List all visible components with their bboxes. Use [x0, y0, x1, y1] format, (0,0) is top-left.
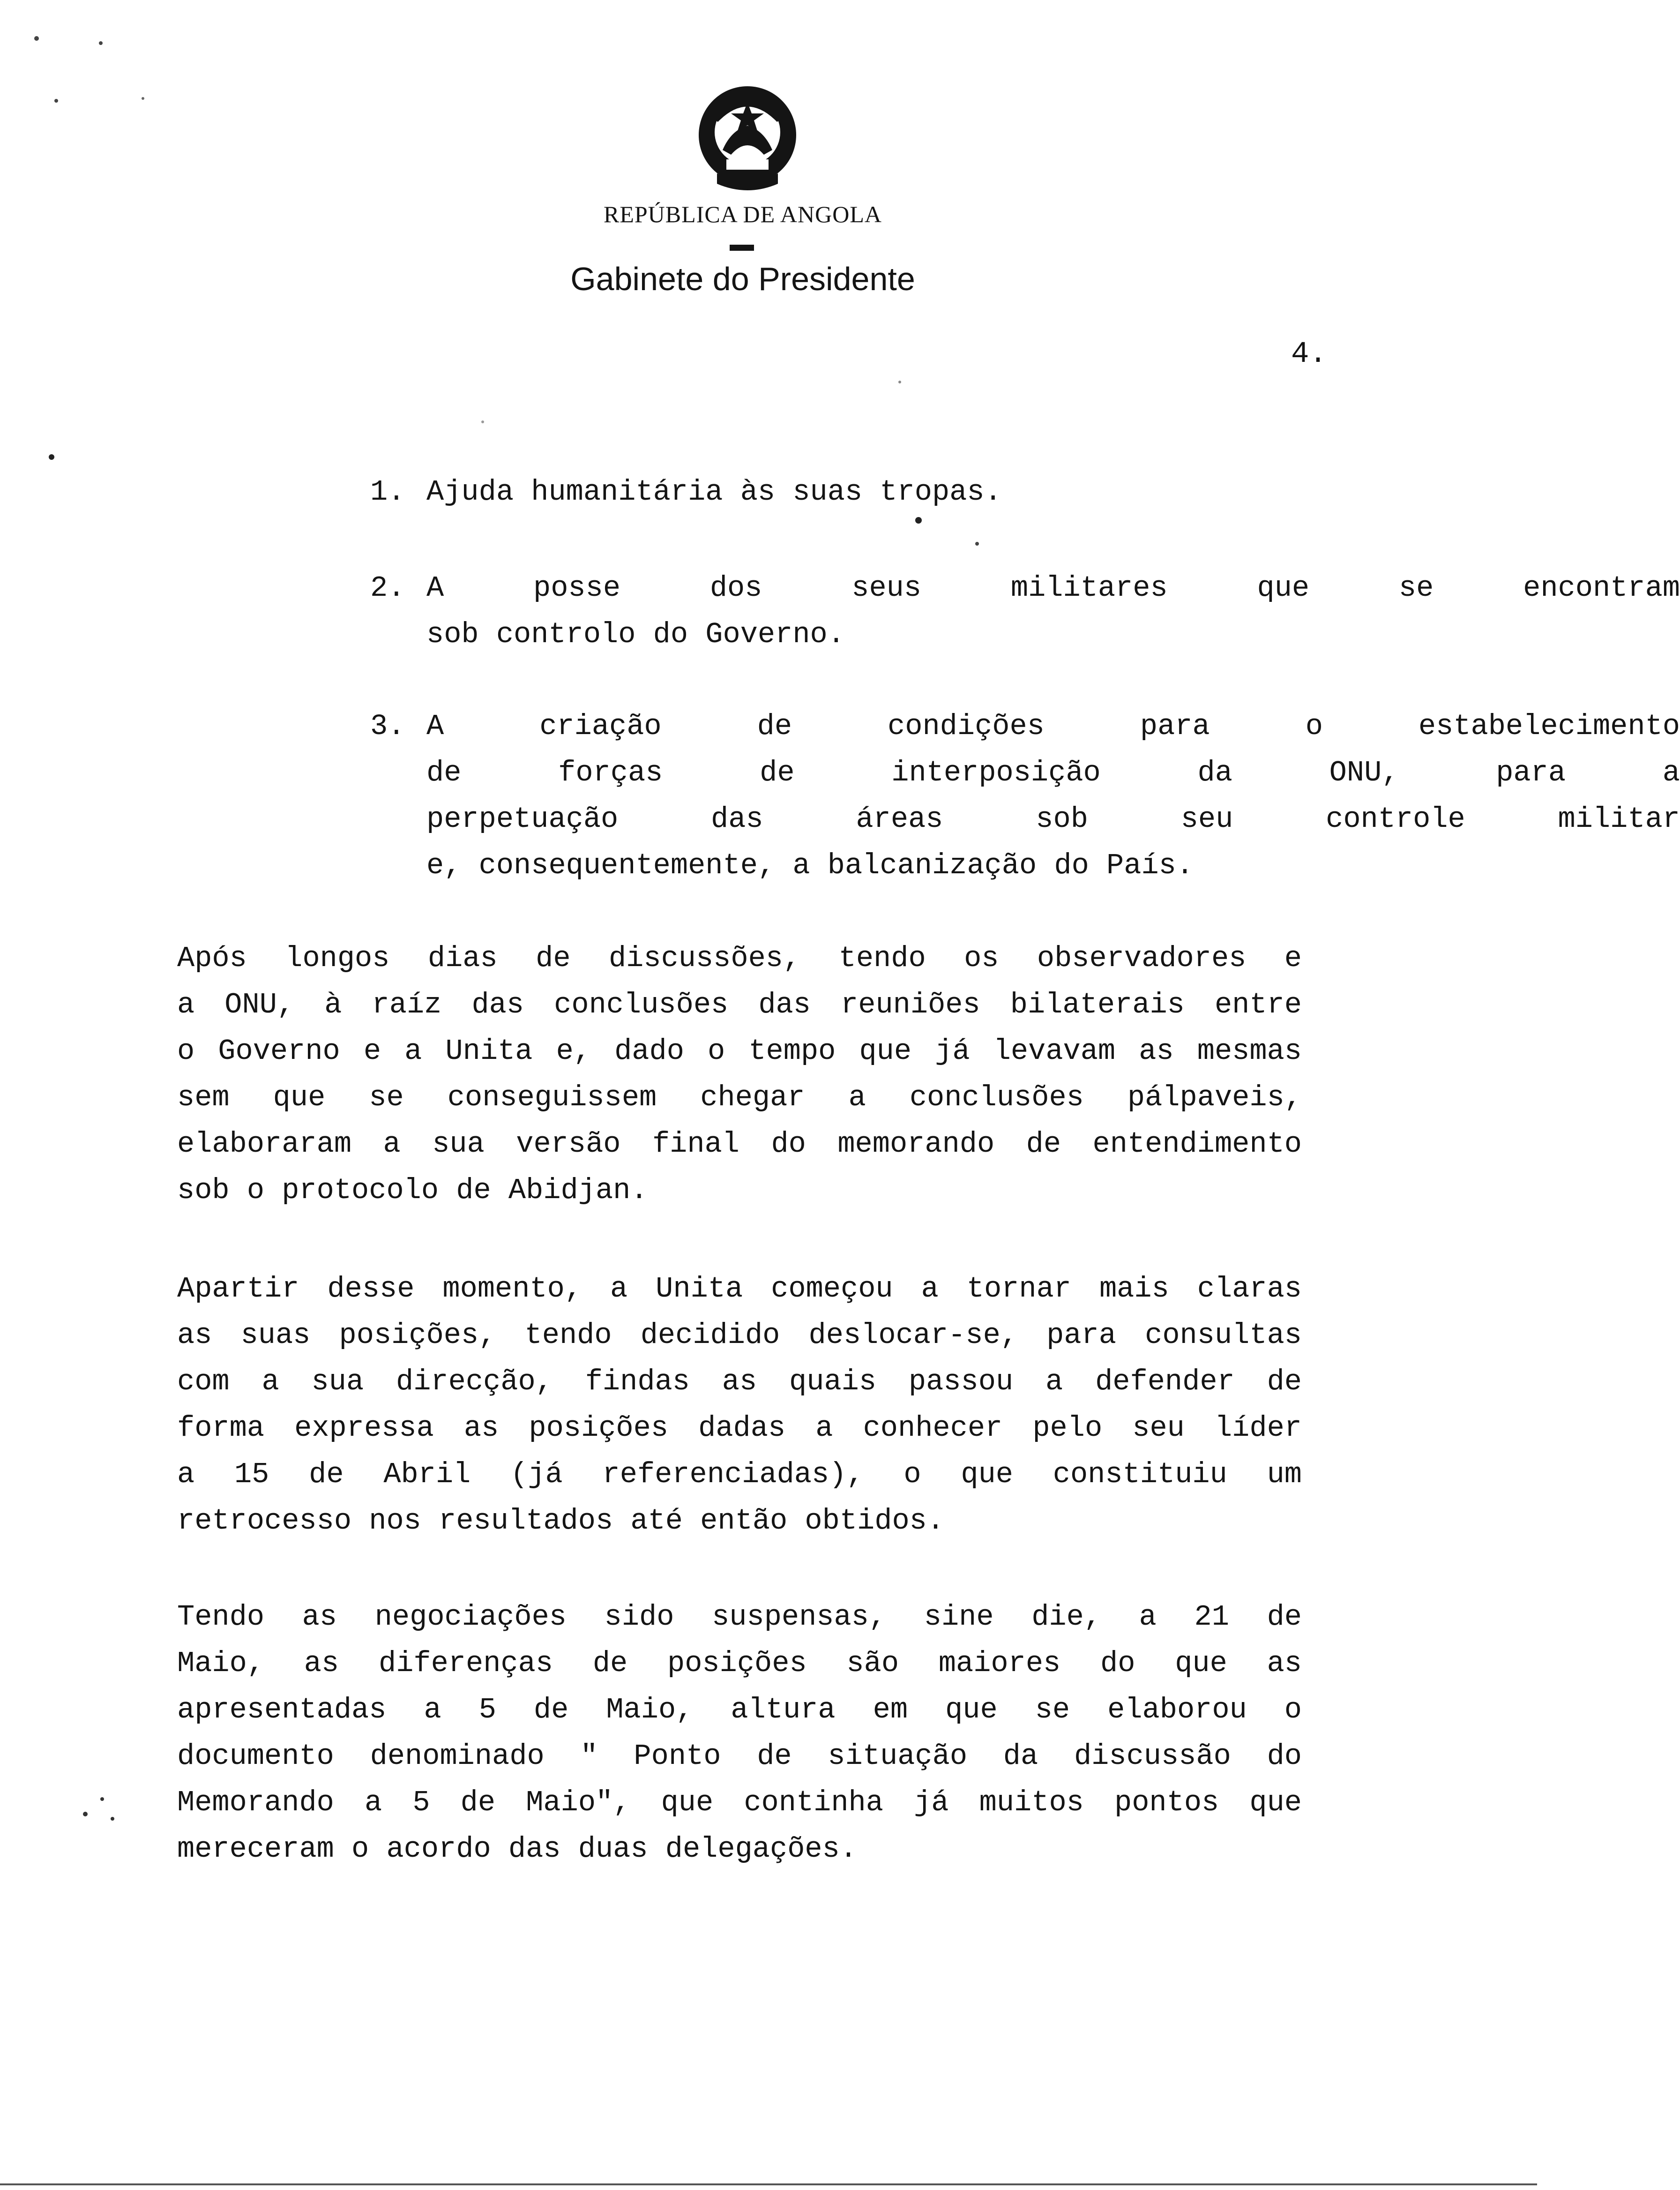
text-line: e, consequentemente, a balcanização do País.: [426, 849, 1194, 882]
text-line: apresentadas a 5 de Maio, altura em que se elaborou o: [177, 1693, 1302, 1726]
text-line: A posse dos seus militares que se encontram: [426, 571, 1680, 605]
text-line: Ajuda humanitária às suas tropas.: [426, 475, 1002, 509]
text-line: perpetuação das áreas sob seu controle militar: [426, 802, 1680, 836]
text-line: sob controlo do Governo.: [426, 618, 845, 651]
text-line: forma expressa as posições dadas a conhecer pelo seu líder: [177, 1411, 1302, 1445]
text-line: Maio, as diferenças de posições são maiores do que as: [177, 1647, 1302, 1680]
list-item-number: 1.: [370, 475, 405, 509]
text-line: Após longos dias de discussões, tendo os observadores e: [177, 942, 1302, 975]
text-line: Memorando a 5 de Maio", que continha já muitos pontos que: [177, 1786, 1302, 1819]
list-item-number: 3.: [370, 710, 405, 743]
text-line: a ONU, à raíz das conclusões das reuniões bilaterais entre: [177, 988, 1302, 1021]
text-line: Tendo as negociações sido suspensas, sine die, a 21 de: [177, 1600, 1302, 1634]
list-item-number: 2.: [370, 571, 405, 605]
text-line: elaboraram a sua versão final do memorando de entendimento: [177, 1127, 1302, 1161]
text-line: mereceram o acordo das duas delegações.: [177, 1832, 858, 1866]
text-line: o Governo e a Unita e, dado o tempo que já levavam as mesmas: [177, 1035, 1302, 1068]
text-line: documento denominado " Ponto de situação da discussão do: [177, 1740, 1302, 1773]
office-title: Gabinete do Presidente: [570, 261, 915, 297]
bottom-edge-line: [0, 2183, 1537, 2185]
text-line: de forças de interposição da ONU, para a: [426, 756, 1680, 789]
text-line: a 15 de Abril (já referenciadas), o que constituiu um: [177, 1458, 1302, 1491]
country-name: REPÚBLICA DE ANGOLA: [603, 201, 882, 227]
text-line: retrocesso nos resultados até então obtidos.: [177, 1504, 945, 1538]
page-number: 4.: [1291, 338, 1327, 371]
text-line: sem que se conseguissem chegar a conclusões pálpaveis,: [177, 1081, 1302, 1114]
text-line: sob o protocolo de Abidjan.: [177, 1174, 648, 1207]
text-line: A criação de condições para o estabelecimento: [426, 710, 1680, 743]
text-line: Apartir desse momento, a Unita começou a tornar mais claras: [177, 1272, 1302, 1305]
text-line: as suas posições, tendo decidido deslocar-se, para consultas: [177, 1319, 1302, 1352]
text-line: com a sua direcção, findas as quais passou a defender de: [177, 1365, 1302, 1398]
